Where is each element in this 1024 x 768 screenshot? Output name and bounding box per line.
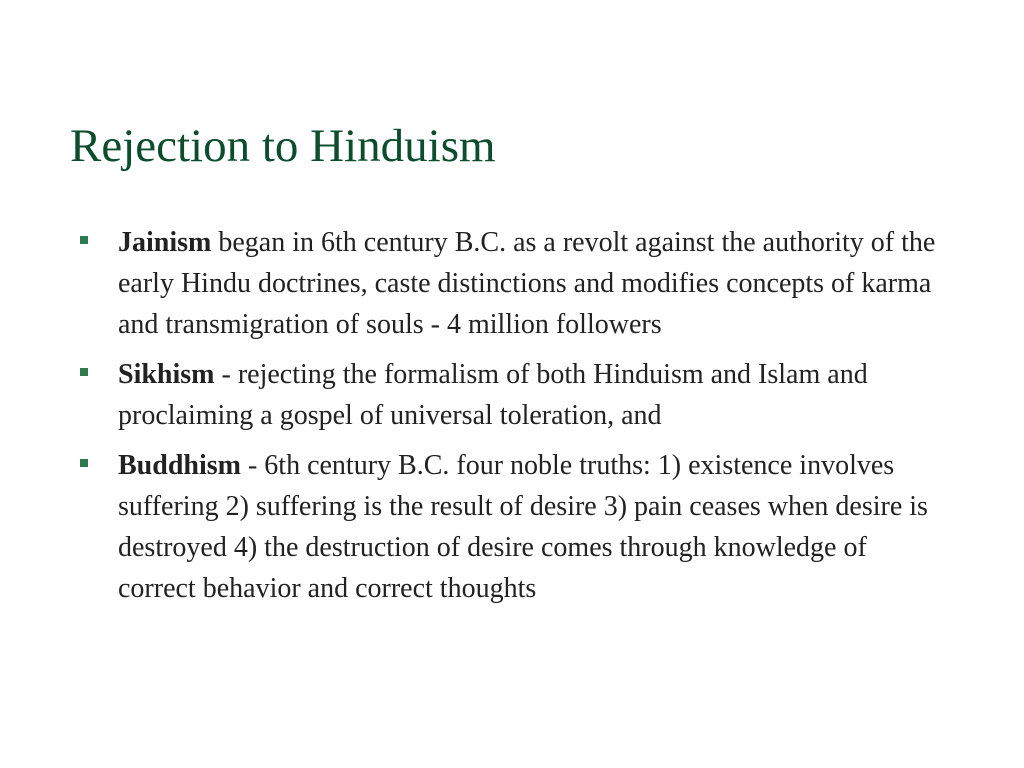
bullet-item-jainism <box>80 222 940 345</box>
bullet-term: Buddhism <box>118 450 241 481</box>
square-bullet-icon <box>80 368 88 376</box>
bullet-term: Sikhism <box>118 359 215 390</box>
square-bullet-icon <box>80 459 88 467</box>
bullet-list <box>80 222 940 618</box>
square-bullet-icon <box>80 236 88 244</box>
bullet-item-sikhism <box>80 354 940 436</box>
bullet-text: began in 6th century B.C. as a revolt against the authority of the early Hindu doctrines, caste distinctions and modifies concepts of karma and transmigration of souls - 4 million followers <box>118 227 936 340</box>
bullet-item-buddhism <box>80 445 940 609</box>
bullet-text: - 6th century B.C. four noble truths: 1) existence involves suffering 2) suffering is the result of desire 3) pain ceases when desire is destroyed 4) the destruction of desire comes through knowledge of correct behavior and correct thoughts <box>118 450 928 604</box>
slide-title: Rejection to Hinduism <box>70 120 496 172</box>
bullet-term: Jainism <box>118 227 212 258</box>
bullet-text: - rejecting the formalism of both Hinduism and Islam and proclaiming a gospel of universal toleration, and <box>118 359 868 431</box>
